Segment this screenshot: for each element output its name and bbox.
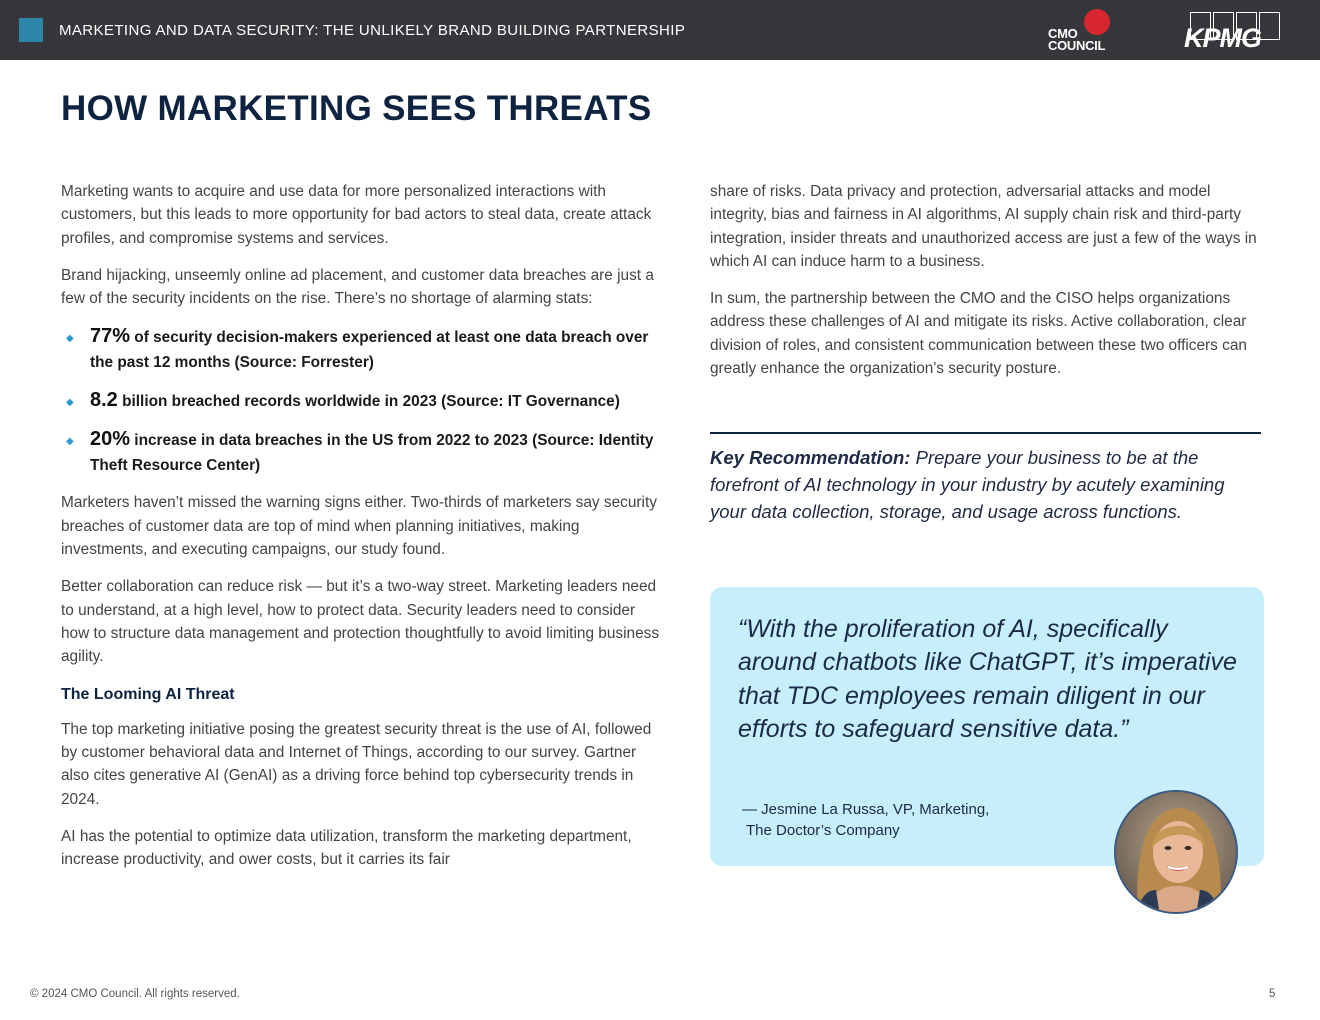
quote-attribution — [742, 800, 1072, 841]
cmo-council-logo — [1046, 8, 1116, 52]
paragraph: The top marketing initiative posing the greatest security threat is the use of AI, followed by customer behavioral data and Internet of Things, according to our survey. Gartner also cites generative AI (GenAI) as a driving force behind top cybersecurity trends in 2024. — [61, 720, 652, 808]
key-recommendation-label: Key Recommendation: — [710, 447, 911, 468]
cmo-logo-red-circle-icon — [1084, 9, 1110, 35]
stat-text: billion breached records worldwide in 2023 (Source: IT Governance) — [117, 393, 620, 411]
paragraph: In sum, the partnership between the CMO and the CISO helps organizations address these challenges of AI and mitigate its risks. Active collaboration, clear division of roles, and consistent communication between these two officers can greatly enhance the organization's security posture. — [710, 290, 1247, 378]
avatar — [1114, 790, 1238, 914]
diamond-bullet-icon: ◆ — [66, 397, 74, 409]
stat-value: 20% — [90, 428, 131, 451]
section-subheading: The Looming AI Threat — [61, 685, 235, 703]
cmo-logo-line2: COUNCIL — [1048, 38, 1106, 53]
recommendation-divider — [710, 432, 1261, 434]
header-bar — [0, 0, 1320, 60]
stat-text: of security decision-makers experienced at least one data breach over the past 12 months (Source: Forrester) — [90, 329, 649, 372]
paragraph: Marketing wants to acquire and use data for more personalized interactions with customers, but this leads to more opportunity for bad actors to steal data, create attack profiles, and compromise systems and services. — [61, 183, 652, 247]
portrait-photo-icon — [1116, 792, 1238, 914]
list-item — [61, 324, 661, 375]
paragraph: Brand hijacking, unseemly online ad placement, and customer data breaches are just a few of the security incidents on the rise. There’s no shortage of alarming stats: — [61, 266, 654, 308]
attribution-line: — Jesmine La Russa, VP, Marketing, — [742, 801, 990, 818]
diamond-bullet-icon: ◆ — [66, 333, 74, 345]
paragraph: AI has the potential to optimize data utilization, transform the marketing department, increase productivity, and ower costs, but it carries its fair — [61, 828, 632, 869]
kpmg-logo-text: KPMG — [1184, 23, 1261, 53]
copyright-notice: © 2024 CMO Council. All rights reserved. — [30, 988, 240, 1000]
diamond-bullet-icon: ◆ — [66, 436, 74, 448]
header-accent-square — [19, 18, 43, 42]
paragraph: share of risks. Data privacy and protection, adversarial attacks and model integrity, bias and fairness in AI algorithms, AI supply chain risk and third-party integration, insider threats and unauthorized access are just a few of the ways in which AI can induce harm to a business. — [710, 183, 1257, 270]
pull-quote-text: “With the proliferation of AI, specifically around chatbots like ChatGPT, it’s imperative that TDC employees remain diligent in our efforts to safeguard sensitive data.” — [738, 615, 1237, 744]
kpmg-logo — [1184, 12, 1282, 52]
left-column — [61, 180, 661, 886]
key-recommendation — [710, 444, 1255, 525]
stat-value: 77% — [90, 325, 131, 348]
stat-text: increase in data breaches in the US from 2022 to 2023 (Source: Identity Theft Resource Center) — [90, 432, 654, 475]
stats-list — [61, 324, 661, 478]
document-title: MARKETING AND DATA SECURITY: THE UNLIKELY BRAND BUILDING PARTNERSHIP — [59, 22, 686, 39]
list-item — [61, 427, 661, 478]
cmo-logo-line1: CMO — [1048, 26, 1078, 41]
stat-value: 8.2 — [90, 389, 118, 412]
page-title: HOW MARKETING SEES THREATS — [61, 89, 652, 128]
right-column — [710, 180, 1266, 394]
paragraph: Better collaboration can reduce risk — but it’s a two-way street. Marketing leaders need to understand, at a high level, how to protect data. Security leaders need to consider how to structure data management and protection thoughtfully to avoid limiting business agility. — [61, 578, 660, 666]
page-number: 5 — [1269, 988, 1276, 1000]
attribution-line: The Doctor’s Company — [746, 821, 900, 839]
key-recommendation-text: Prepare your business to be at the forefront of AI technology in your industry by acutely examining your data collection, storage, and usage across functions. — [710, 447, 1225, 522]
list-item — [61, 388, 661, 414]
paragraph: Marketers haven’t missed the warning signs either. Two-thirds of marketers say security breaches of customer data are top of mind when planning initiatives, making investments, and executing campaigns, our study found. — [61, 494, 657, 559]
kpmg-logo-box-icon — [1259, 12, 1280, 40]
